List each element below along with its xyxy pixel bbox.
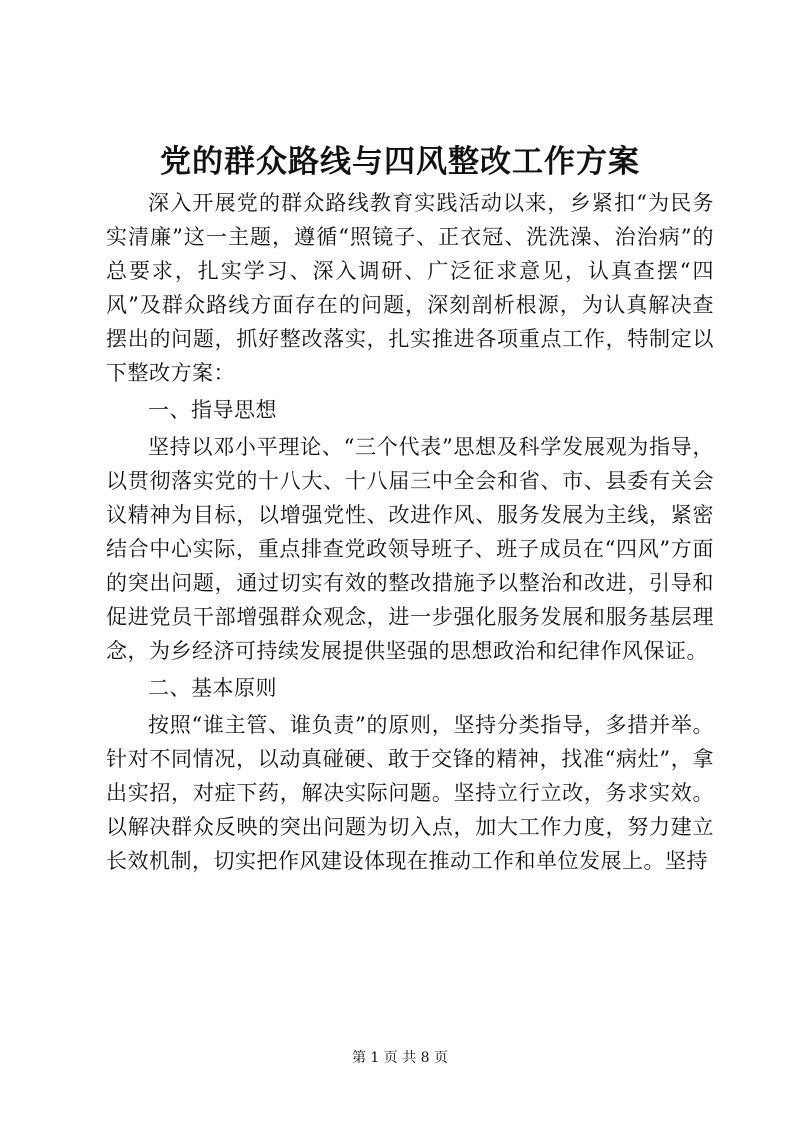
section-heading-basic-principles: 二、基本原则 (148, 676, 277, 700)
document-body (106, 186, 714, 880)
section-heading-guiding-ideology: 一、指导思想 (148, 398, 277, 422)
page-number-footer: 第 1 页 共 8 页 (351, 1050, 449, 1066)
guiding-ideology-paragraph: 坚持以邓小平理论、“三个代表”思想及科学发展观为指导，以贯彻落实党的十八大、十八届三中全会和省、市、县委有关会议精神为目标，以增强党性、改进作风、服务发展为主线，紧密结合中心实际，重点排查党政领导班子、班子成员在“四风”方面的突出问题，通过切实有效的整改措施予以整治和改进，引导和促进党员干部增强群众观念，进一步强化服务发展和服务基层理念，为乡经济可持续发展提供坚强的思想政治和纪律作风保证。 (106, 435, 714, 663)
intro-paragraph: 深入开展党的群众路线教育实践活动以来，乡紧扣“为民务实清廉”这一主题，遵循“照镜子、正衣冠、洗洗澡、治治病”的总要求，扎实学习、深入调研、广泛征求意见，认真查摆“四风”及群众路线方面存在的问题，深刻剖析根源，为认真解决查摆出的问题，抓好整改落实，扎实推进各项重点工作，特制定以下整改方案： (106, 191, 714, 385)
document-title: 党的群众路线与四风整改工作方案 (160, 144, 640, 180)
basic-principles-paragraph: 按照“谁主管、谁负责”的原则，坚持分类指导，多措并举。针对不同情况，以动真碰硬、敢于交锋的精神，找准“病灶”，拿出实招，对症下药，解决实际问题。坚持立行立改，务求实效。以解决群众反映的突出问题为切入点，加大工作力度，努力建立长效机制，切实把作风建设体现在推动工作和单位发展上。坚持 (106, 713, 714, 873)
